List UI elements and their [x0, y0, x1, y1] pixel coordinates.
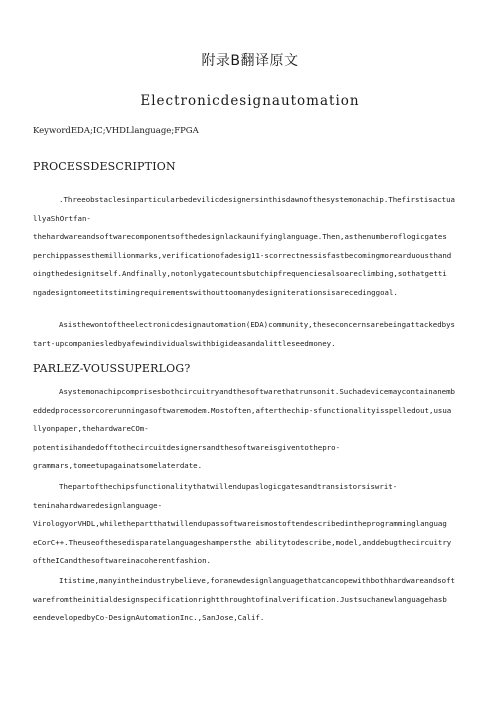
paragraph-line: warefromtheinitialdesignspecificationrightthroughtofinalverification.Justsuchanewlanguagehasb [33, 594, 447, 604]
paragraph-line: Thepartofthechipsfunctionalitythatwillendupaslogicgatesandtransistorsiswrit- [59, 482, 398, 491]
paragraph-line: oftheICandthesoftwareinacoherentfashion. [33, 556, 211, 565]
paragraph-line: Itistime,manyintheindustrybelieve,foranewdesignlanguagethatcancopewithbothhardwareandsoft [59, 576, 456, 585]
paragraph-2 [33, 316, 469, 353]
paragraph-line: llyonpaper,thehardwareCOm- [33, 424, 149, 433]
paragraph-3 [33, 383, 469, 476]
section-heading-superlog: PARLEZ-VOUSSUPERLOG? [33, 362, 191, 375]
paragraph-line: Asystemonachipcomprisesbothcircuitryandthesoftwarethatrunsonit.Suchadevicemaycontainanemb [59, 387, 456, 396]
paragraph-line: ngadesigntomeetitstimingrequirementswithouttoomanydesigniterationsisarecedinggoal. [33, 287, 398, 297]
section-heading-process: PROCESSDESCRIPTION [33, 160, 176, 173]
paragraph-line: .Threeobstaclesinparticularbedevilicdesignersinthisdawnofthesystemonachip.Thefirstisactua [59, 195, 456, 204]
paragraph-line: Asisthewontoftheelectronicdesignautomation(EDA)community,theseconcernsarebeingattackedbys [59, 320, 456, 329]
paragraph-line: potentisihandedofftothecircuitdesignersandthesoftwareisgiventothepro- [33, 442, 341, 452]
paragraph-line: perchippassesthemillionmarks,verificationofadesig11-scorrectnessisfastbecomingmorearduousthand [33, 250, 452, 260]
paragraph-line: grammars,tomeetupagainatsomelaterdate. [33, 461, 203, 470]
appendix-title: 附录B翻译原文 [201, 53, 299, 69]
paragraph-line: VirologyorVHDL,whilethepartthatwillendupassoftwareismostoftendescribedintheprogramminglanguag [33, 519, 447, 528]
paragraph-line: oingthedesignitself.Andfinally,notonlygatecountsbutchipfrequenciesalsoareclimbing,sothatgetti [33, 269, 447, 278]
paragraph-line: teninahardwaredesignlanguage- [33, 500, 163, 510]
paragraph-line: eddedprocessorcorerunningasoftwaremodem.Mostoften,afterthechip-sfunctionalityisspelledout,usua [33, 405, 452, 415]
paragraph-line: eendevelopedbyCo-DesignAutomationInc.,SanJose,Calif. [33, 613, 265, 622]
paragraph-line: tart-upcompaniesledbyafewindividualswithbigideasandalittleseedmoney. [33, 338, 336, 348]
paragraph-1 [33, 191, 469, 302]
paragraph-5 [33, 572, 469, 628]
paragraph-line: eCorC++.Theuseofthesedisparatelanguageshampersthe abilitytodescribe,model,anddebugthecircuitry [33, 537, 452, 547]
keywords-line: KeywordEDA;IC;VHDLlanguage;FPGA [33, 126, 199, 136]
paragraph-4 [33, 478, 469, 571]
paragraph-line: thehardwareandsoftwarecomponentsofthedesignlackaunifyinglanguage.Then,asthenumberoflogicgates [33, 232, 447, 241]
paragraph-line: llyaShOrtfan- [33, 213, 91, 223]
document-title: Electronicdesignautomation [140, 93, 360, 109]
